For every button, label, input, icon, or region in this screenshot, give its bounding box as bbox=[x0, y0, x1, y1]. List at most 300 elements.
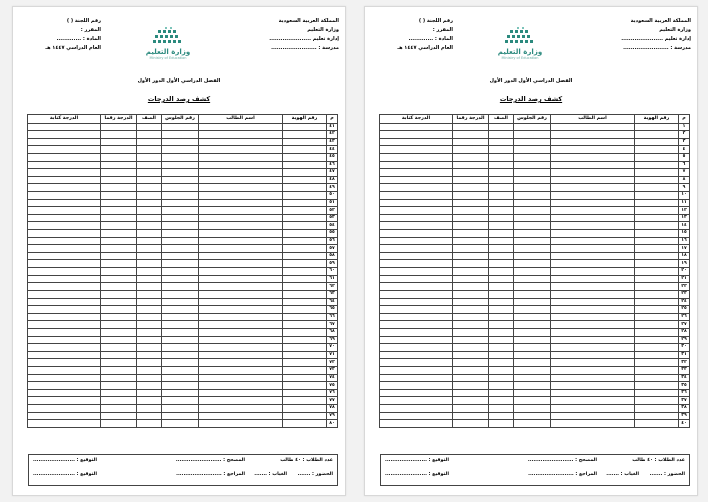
cell-grade-level bbox=[489, 184, 514, 192]
table-row bbox=[28, 161, 338, 169]
cell-seat-number bbox=[514, 313, 551, 321]
cell-score-words bbox=[28, 123, 101, 131]
committee-field: رقم اللجنة ( ) bbox=[418, 18, 453, 24]
cell-student-name bbox=[551, 374, 635, 382]
cell-score-digits bbox=[101, 328, 137, 336]
table-row bbox=[28, 351, 338, 359]
cell-seat-number bbox=[514, 169, 551, 177]
cell-score-words bbox=[28, 359, 101, 367]
cell-id-number bbox=[635, 191, 679, 199]
cell-student-name bbox=[551, 169, 635, 177]
cell-student-name bbox=[551, 131, 635, 139]
cell-id-number bbox=[283, 199, 327, 207]
cell-grade-level bbox=[137, 306, 162, 314]
cell-score-words bbox=[380, 374, 453, 382]
cell-score-digits bbox=[101, 412, 137, 420]
cell-student-name bbox=[551, 336, 635, 344]
row-number: ٥٤ bbox=[327, 222, 338, 230]
cell-score-words bbox=[380, 131, 453, 139]
cell-score-digits bbox=[453, 131, 489, 139]
cell-score-digits bbox=[101, 405, 137, 413]
cell-seat-number bbox=[514, 222, 551, 230]
absence-field: الغياب : ....... bbox=[254, 472, 287, 477]
cell-student-name bbox=[199, 199, 283, 207]
cell-seat-number bbox=[514, 290, 551, 298]
cell-id-number bbox=[635, 176, 679, 184]
cell-student-name bbox=[551, 313, 635, 321]
cell-seat-number bbox=[514, 184, 551, 192]
table-row bbox=[380, 260, 690, 268]
column-header-student-name: اسم الطالب bbox=[551, 115, 635, 124]
table-row bbox=[380, 123, 690, 131]
cell-id-number bbox=[283, 252, 327, 260]
cell-id-number bbox=[635, 230, 679, 238]
cell-score-words bbox=[380, 123, 453, 131]
signature-field-2: التوقيع : ....................... bbox=[385, 472, 449, 477]
cell-score-words bbox=[380, 184, 453, 192]
column-header-student-name: اسم الطالب bbox=[199, 115, 283, 124]
cell-student-name bbox=[199, 313, 283, 321]
cell-grade-level bbox=[137, 169, 162, 177]
cell-student-name bbox=[199, 222, 283, 230]
cell-score-digits bbox=[453, 275, 489, 283]
row-number: ٦٣ bbox=[327, 290, 338, 298]
academic-year: العام الدراسي ١٤٤٧ هـ bbox=[45, 45, 101, 51]
cell-seat-number bbox=[162, 290, 199, 298]
cell-seat-number bbox=[162, 389, 199, 397]
table-row bbox=[28, 321, 338, 329]
cell-score-digits bbox=[101, 123, 137, 131]
cell-grade-level bbox=[489, 328, 514, 336]
row-number: ٦٩ bbox=[327, 336, 338, 344]
table-row bbox=[28, 344, 338, 352]
row-number: ٣١ bbox=[679, 351, 690, 359]
table-row bbox=[380, 374, 690, 382]
cell-student-name bbox=[551, 306, 635, 314]
cell-seat-number bbox=[162, 382, 199, 390]
cell-seat-number bbox=[514, 123, 551, 131]
cell-score-words bbox=[380, 351, 453, 359]
table-row bbox=[380, 146, 690, 154]
cell-student-name bbox=[199, 252, 283, 260]
cell-seat-number bbox=[162, 184, 199, 192]
cell-student-name bbox=[199, 245, 283, 253]
cell-id-number bbox=[283, 260, 327, 268]
cell-id-number bbox=[283, 412, 327, 420]
cell-score-words bbox=[28, 382, 101, 390]
cell-id-number bbox=[283, 367, 327, 375]
row-number: ٤١ bbox=[327, 123, 338, 131]
cell-seat-number bbox=[514, 359, 551, 367]
cell-score-words bbox=[380, 214, 453, 222]
table-row bbox=[380, 222, 690, 230]
table-row bbox=[28, 382, 338, 390]
cell-seat-number bbox=[162, 260, 199, 268]
cell-seat-number bbox=[162, 222, 199, 230]
cell-grade-level bbox=[137, 389, 162, 397]
cell-student-name bbox=[199, 420, 283, 428]
cell-score-digits bbox=[101, 298, 137, 306]
cell-id-number bbox=[283, 131, 327, 139]
row-number: ٣٢ bbox=[679, 359, 690, 367]
cell-seat-number bbox=[514, 161, 551, 169]
cell-score-words bbox=[380, 359, 453, 367]
cell-student-name bbox=[551, 153, 635, 161]
cell-id-number bbox=[635, 298, 679, 306]
table-row bbox=[28, 146, 338, 154]
column-header-grade-level: الصف bbox=[489, 115, 514, 124]
cell-grade-level bbox=[489, 260, 514, 268]
cell-score-digits bbox=[453, 336, 489, 344]
cell-grade-level bbox=[489, 146, 514, 154]
cell-id-number bbox=[283, 389, 327, 397]
cell-student-name bbox=[199, 138, 283, 146]
cell-grade-level bbox=[137, 374, 162, 382]
column-header-seat-number: رقم الجلوس bbox=[514, 115, 551, 124]
column-header-grade-level: الصف bbox=[137, 115, 162, 124]
row-number: ٤٥ bbox=[327, 153, 338, 161]
cell-grade-level bbox=[137, 336, 162, 344]
cell-score-digits bbox=[453, 199, 489, 207]
cell-score-words bbox=[28, 191, 101, 199]
cell-score-digits bbox=[453, 382, 489, 390]
cell-id-number bbox=[283, 420, 327, 428]
edu-admin-field: إدارة تعليم ...................... bbox=[269, 36, 339, 42]
table-row bbox=[380, 169, 690, 177]
cell-score-words bbox=[380, 412, 453, 420]
cell-score-digits bbox=[453, 153, 489, 161]
table-row bbox=[28, 412, 338, 420]
cell-id-number bbox=[635, 131, 679, 139]
cell-grade-level bbox=[137, 328, 162, 336]
cell-grade-level bbox=[137, 146, 162, 154]
cell-student-name bbox=[199, 351, 283, 359]
row-number: ١٨ bbox=[679, 252, 690, 260]
cell-seat-number bbox=[514, 382, 551, 390]
table-row bbox=[380, 275, 690, 283]
cell-id-number bbox=[283, 344, 327, 352]
cell-grade-level bbox=[137, 260, 162, 268]
row-number: ٤٩ bbox=[327, 184, 338, 192]
cell-id-number bbox=[635, 405, 679, 413]
cell-student-name bbox=[551, 214, 635, 222]
table-row bbox=[380, 382, 690, 390]
table-row bbox=[28, 389, 338, 397]
cell-score-words bbox=[28, 405, 101, 413]
table-row bbox=[28, 298, 338, 306]
logo-text-en: Ministry of Education bbox=[149, 56, 187, 60]
logo-text-en: Ministry of Education bbox=[501, 56, 539, 60]
cell-score-words bbox=[380, 290, 453, 298]
column-header-score-digits: الدرجة رقماً bbox=[453, 115, 489, 124]
cell-id-number bbox=[635, 336, 679, 344]
cell-grade-level bbox=[137, 321, 162, 329]
cell-student-name bbox=[551, 268, 635, 276]
table-row bbox=[380, 184, 690, 192]
cell-id-number bbox=[283, 283, 327, 291]
cell-score-words bbox=[28, 237, 101, 245]
kingdom-label: المملكة العربية السعودية bbox=[630, 18, 691, 24]
row-number: ٢٠ bbox=[679, 268, 690, 276]
cell-score-digits bbox=[453, 283, 489, 291]
cell-score-words bbox=[380, 268, 453, 276]
course-field: المقرر : bbox=[432, 27, 453, 33]
cell-id-number bbox=[283, 298, 327, 306]
cell-seat-number bbox=[514, 237, 551, 245]
table-row bbox=[28, 359, 338, 367]
cell-id-number bbox=[635, 359, 679, 367]
header-right bbox=[269, 17, 339, 53]
cell-id-number bbox=[283, 214, 327, 222]
cell-grade-level bbox=[489, 321, 514, 329]
cell-grade-level bbox=[489, 169, 514, 177]
cell-score-digits bbox=[453, 359, 489, 367]
cell-id-number bbox=[283, 207, 327, 215]
cell-score-digits bbox=[101, 153, 137, 161]
cell-score-words bbox=[380, 237, 453, 245]
cell-student-name bbox=[551, 138, 635, 146]
row-number: ٤٤ bbox=[327, 146, 338, 154]
cell-grade-level bbox=[489, 397, 514, 405]
table-row bbox=[28, 367, 338, 375]
cell-id-number bbox=[635, 153, 679, 161]
table-row bbox=[380, 199, 690, 207]
cell-score-digits bbox=[101, 268, 137, 276]
cell-score-words bbox=[380, 169, 453, 177]
cell-seat-number bbox=[514, 252, 551, 260]
cell-score-words bbox=[28, 313, 101, 321]
cell-score-words bbox=[28, 222, 101, 230]
cell-seat-number bbox=[162, 207, 199, 215]
cell-student-name bbox=[199, 146, 283, 154]
course-field: المقرر : bbox=[80, 27, 101, 33]
grades-table bbox=[379, 114, 690, 428]
cell-score-words bbox=[380, 275, 453, 283]
cell-grade-level bbox=[489, 405, 514, 413]
cell-grade-level bbox=[489, 374, 514, 382]
table-row bbox=[380, 298, 690, 306]
row-number: ٥٢ bbox=[327, 207, 338, 215]
cell-seat-number bbox=[162, 138, 199, 146]
cell-score-words bbox=[28, 268, 101, 276]
cell-student-name bbox=[199, 412, 283, 420]
cell-score-digits bbox=[101, 290, 137, 298]
cell-student-name bbox=[199, 336, 283, 344]
cell-id-number bbox=[283, 169, 327, 177]
cell-score-digits bbox=[453, 161, 489, 169]
cell-score-digits bbox=[453, 351, 489, 359]
table-row bbox=[380, 328, 690, 336]
row-number: ٧١ bbox=[327, 351, 338, 359]
cell-score-digits bbox=[453, 214, 489, 222]
cell-score-words bbox=[28, 260, 101, 268]
cell-grade-level bbox=[489, 237, 514, 245]
cell-seat-number bbox=[162, 245, 199, 253]
cell-score-digits bbox=[453, 123, 489, 131]
row-number: ٢٦ bbox=[679, 313, 690, 321]
cell-score-digits bbox=[101, 351, 137, 359]
row-number: ١٧ bbox=[679, 245, 690, 253]
table-row bbox=[380, 283, 690, 291]
cell-id-number bbox=[635, 290, 679, 298]
row-number: ٣٠ bbox=[679, 344, 690, 352]
cell-student-name bbox=[199, 237, 283, 245]
table-row bbox=[380, 153, 690, 161]
cell-grade-level bbox=[489, 123, 514, 131]
cell-score-words bbox=[380, 321, 453, 329]
cell-id-number bbox=[283, 397, 327, 405]
table-row bbox=[28, 268, 338, 276]
signature-field-1: التوقيع : ....................... bbox=[33, 458, 97, 463]
cell-student-name bbox=[551, 359, 635, 367]
cell-grade-level bbox=[137, 176, 162, 184]
row-number: ٥١ bbox=[327, 199, 338, 207]
cell-student-name bbox=[551, 207, 635, 215]
cell-grade-level bbox=[489, 230, 514, 238]
edu-admin-field: إدارة تعليم ...................... bbox=[621, 36, 691, 42]
table-row bbox=[380, 397, 690, 405]
cell-student-name bbox=[199, 405, 283, 413]
cell-score-words bbox=[380, 199, 453, 207]
cell-id-number bbox=[635, 161, 679, 169]
cell-id-number bbox=[635, 214, 679, 222]
table-row bbox=[28, 214, 338, 222]
row-number: ٥ bbox=[679, 153, 690, 161]
committee-field: رقم اللجنة ( ) bbox=[66, 18, 101, 24]
cell-student-name bbox=[199, 321, 283, 329]
cell-score-digits bbox=[453, 290, 489, 298]
row-number: ٢٣ bbox=[679, 290, 690, 298]
ministry-label: وزارة التعليم bbox=[307, 27, 339, 33]
table-row bbox=[28, 131, 338, 139]
cell-seat-number bbox=[162, 306, 199, 314]
cell-student-name bbox=[551, 321, 635, 329]
cell-student-name bbox=[199, 131, 283, 139]
cell-score-words bbox=[380, 420, 453, 428]
cell-id-number bbox=[283, 138, 327, 146]
cell-seat-number bbox=[162, 351, 199, 359]
cell-id-number bbox=[635, 389, 679, 397]
row-number: ٧٥ bbox=[327, 382, 338, 390]
cell-grade-level bbox=[137, 405, 162, 413]
cell-grade-level bbox=[489, 138, 514, 146]
logo-text-ar: وزارة التعليم bbox=[145, 48, 191, 56]
cell-id-number bbox=[283, 275, 327, 283]
row-number: ٢ bbox=[679, 131, 690, 139]
row-number: ٣٣ bbox=[679, 367, 690, 375]
cell-grade-level bbox=[137, 207, 162, 215]
cell-seat-number bbox=[514, 214, 551, 222]
cell-score-digits bbox=[101, 131, 137, 139]
cell-score-words bbox=[380, 344, 453, 352]
cell-score-digits bbox=[453, 252, 489, 260]
cell-id-number bbox=[635, 138, 679, 146]
table-row bbox=[380, 237, 690, 245]
table-row bbox=[380, 176, 690, 184]
cell-student-name bbox=[551, 351, 635, 359]
cell-grade-level bbox=[489, 283, 514, 291]
cell-student-name bbox=[199, 306, 283, 314]
cell-id-number bbox=[283, 146, 327, 154]
ministry-label: وزارة التعليم bbox=[659, 27, 691, 33]
cell-seat-number bbox=[514, 321, 551, 329]
cell-id-number bbox=[283, 405, 327, 413]
cell-grade-level bbox=[489, 344, 514, 352]
cell-score-words bbox=[28, 397, 101, 405]
cell-id-number bbox=[635, 351, 679, 359]
cell-seat-number bbox=[162, 161, 199, 169]
cell-score-digits bbox=[101, 199, 137, 207]
row-number: ١١ bbox=[679, 199, 690, 207]
cell-seat-number bbox=[514, 138, 551, 146]
table-header-row bbox=[28, 115, 338, 124]
cell-score-digits bbox=[101, 260, 137, 268]
cell-student-name bbox=[199, 283, 283, 291]
table-row bbox=[380, 230, 690, 238]
table-row bbox=[28, 275, 338, 283]
cell-grade-level bbox=[137, 283, 162, 291]
table-row bbox=[28, 169, 338, 177]
row-number: ٦١ bbox=[327, 275, 338, 283]
cell-grade-level bbox=[137, 359, 162, 367]
cell-score-words bbox=[28, 283, 101, 291]
header-right bbox=[621, 17, 691, 53]
cell-grade-level bbox=[137, 397, 162, 405]
cell-grade-level bbox=[489, 351, 514, 359]
cell-id-number bbox=[635, 245, 679, 253]
table-row bbox=[28, 237, 338, 245]
cell-seat-number bbox=[162, 275, 199, 283]
table-row bbox=[380, 214, 690, 222]
cell-grade-level bbox=[489, 252, 514, 260]
cell-score-digits bbox=[101, 245, 137, 253]
cell-score-words bbox=[28, 374, 101, 382]
row-number: ٧٢ bbox=[327, 359, 338, 367]
cell-student-name bbox=[551, 245, 635, 253]
column-header-id-number: رقم الهوية bbox=[635, 115, 679, 124]
column-header-index: م bbox=[327, 115, 338, 124]
cell-student-name bbox=[551, 184, 635, 192]
row-number: ١٤ bbox=[679, 222, 690, 230]
row-number: ٦٧ bbox=[327, 321, 338, 329]
row-number: ١٠ bbox=[679, 191, 690, 199]
cell-seat-number bbox=[514, 245, 551, 253]
cell-id-number bbox=[635, 313, 679, 321]
cell-score-digits bbox=[101, 161, 137, 169]
cell-grade-level bbox=[489, 367, 514, 375]
cell-grade-level bbox=[137, 420, 162, 428]
cell-id-number bbox=[283, 359, 327, 367]
table-row bbox=[28, 138, 338, 146]
table-header-row bbox=[380, 115, 690, 124]
table-row bbox=[380, 306, 690, 314]
table-row bbox=[380, 359, 690, 367]
cell-grade-level bbox=[137, 313, 162, 321]
table-row bbox=[380, 268, 690, 276]
cell-score-words bbox=[380, 176, 453, 184]
cell-grade-level bbox=[137, 412, 162, 420]
cell-score-words bbox=[28, 146, 101, 154]
cell-id-number bbox=[283, 123, 327, 131]
header-left bbox=[373, 17, 453, 53]
cell-grade-level bbox=[137, 123, 162, 131]
table-row bbox=[28, 191, 338, 199]
cell-score-digits bbox=[101, 367, 137, 375]
table-row bbox=[380, 344, 690, 352]
cell-score-words bbox=[28, 336, 101, 344]
cell-id-number bbox=[283, 328, 327, 336]
cell-score-words bbox=[28, 420, 101, 428]
